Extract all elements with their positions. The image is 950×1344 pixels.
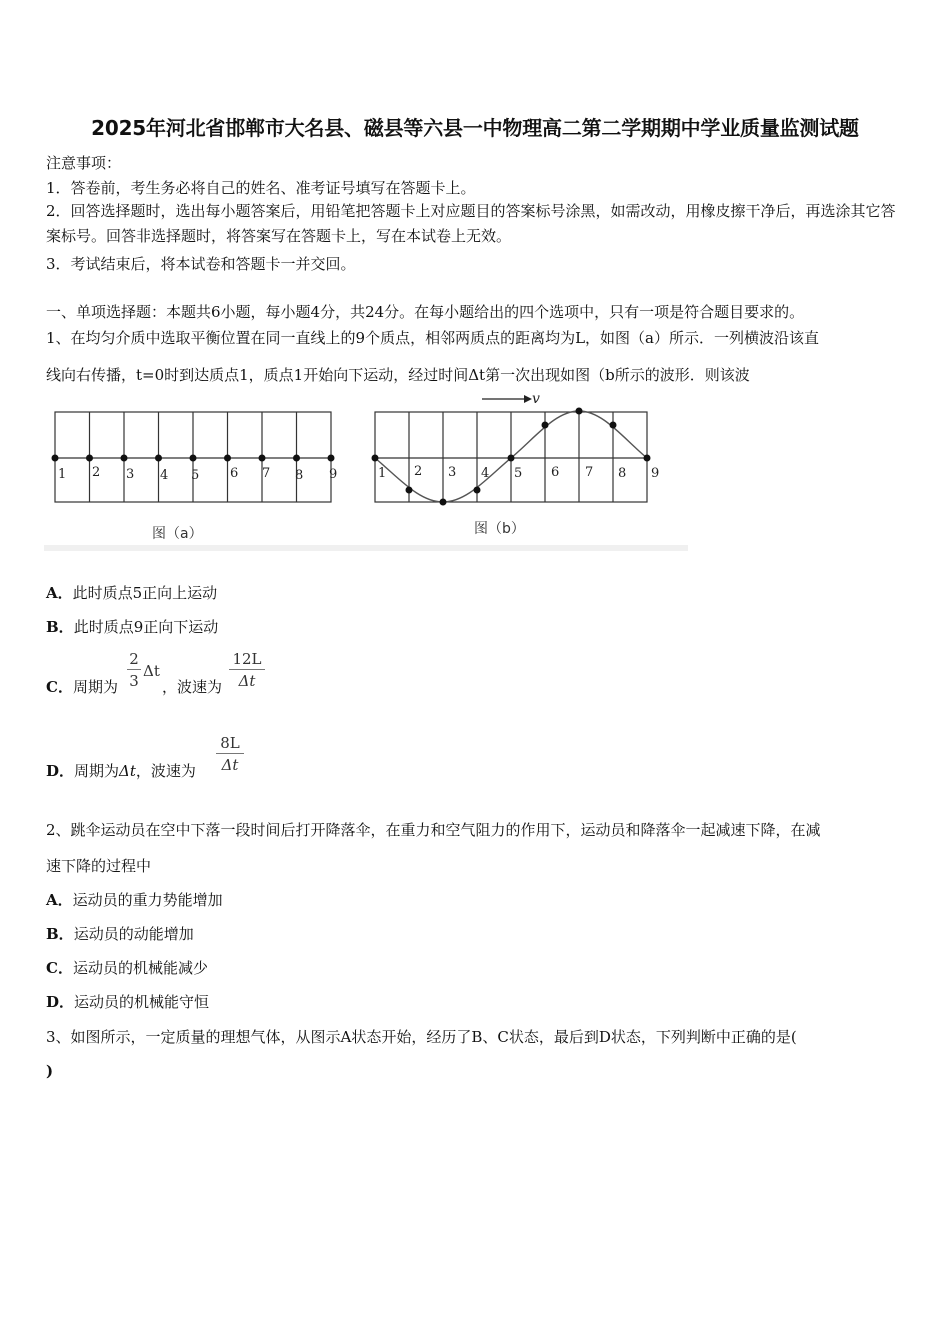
q1-option-b	[46, 616, 218, 637]
velocity-label: v	[532, 391, 540, 407]
particle-point	[508, 455, 515, 462]
q2-stem-line1: 2、跳伞运动员在空中下落一段时间后打开降落伞，在重力和空气阻力的作用下，运动员和降落伞一起减速下降，在减	[46, 821, 821, 839]
q1-option-a	[46, 582, 217, 603]
fraction-8L-over-dt	[216, 734, 244, 774]
fraction-12L-over-dt	[229, 650, 265, 690]
point-label-a: 8	[295, 468, 304, 483]
point-label-a: 2	[92, 465, 101, 480]
section-heading: 一、单项选择题：本题共6小题，每小题4分，共24分。在每小题给出的四个选项中，只有一项是符合题目要求的。	[46, 303, 805, 321]
point-label-b: 1	[378, 466, 387, 481]
caption-b: 图（b）	[474, 521, 525, 537]
fraction-numerator: 12L	[229, 650, 265, 670]
point-label-a: 5	[191, 468, 200, 483]
point-label-b: 3	[448, 465, 457, 480]
option-key: C．	[46, 959, 73, 977]
option-text: 周期为	[74, 762, 120, 780]
option-key: B．	[46, 925, 74, 943]
particle-point	[576, 408, 583, 415]
q1-stem-line1: 1、在均匀介质中选取平衡位置在同一直线上的9个质点，相邻两质点的距离均为L，如图（a）所示．一列横波沿该直	[46, 329, 819, 347]
option-key: D．	[46, 762, 75, 780]
notes-heading: 注意事项：	[46, 154, 122, 172]
option-text: 运动员的重力势能增加	[72, 891, 223, 909]
figure-a-labels	[58, 465, 337, 483]
point-label-a: 7	[262, 466, 271, 481]
point-label-b: 5	[514, 466, 523, 481]
velocity-arrow	[482, 395, 532, 403]
figure-bottom-strip	[44, 545, 688, 551]
fraction-denominator: 3	[129, 672, 139, 690]
period-value: Δt	[119, 762, 136, 780]
wave-figure-svg	[44, 390, 694, 550]
q1-option-c-mid: ，波速为	[162, 678, 223, 696]
option-key: A．	[46, 891, 73, 909]
point-label-b: 8	[618, 466, 627, 481]
point-label-a: 3	[126, 467, 135, 482]
q1-figure	[44, 390, 694, 554]
option-text: ，波速为	[135, 762, 196, 780]
point-label-b: 6	[551, 465, 560, 480]
point-label-b: 7	[585, 465, 594, 480]
q2-option-a	[46, 889, 223, 910]
particle-point	[644, 455, 651, 462]
q1-stem-line2: 线向右传播，t=0时到达质点1，质点1开始向下运动，经过时间Δt第一次出现如图（b所示的波形．则该波	[46, 366, 750, 384]
delta-t: Δt	[143, 662, 160, 680]
option-key: D．	[46, 993, 75, 1011]
q3-stem-line1: 3、如图所示，一定质量的理想气体，从图示A状态开始，经历了B、C状态，最后到D状态，下列判断中正确的是(	[46, 1028, 797, 1046]
option-key: C．	[46, 678, 73, 696]
particle-point	[259, 455, 266, 462]
point-label-a: 4	[160, 468, 169, 483]
particle-point	[86, 455, 93, 462]
q1-option-d	[46, 760, 196, 781]
particle-point	[121, 455, 128, 462]
particle-point	[372, 455, 379, 462]
point-label-a: 9	[329, 467, 338, 482]
point-label-a: 6	[230, 466, 239, 481]
q2-option-d	[46, 991, 209, 1012]
option-key: B．	[46, 618, 74, 636]
note-item-3: 3．考试结束后，将本试卷和答题卡一并交回。	[46, 255, 356, 273]
note-item-2: 2．回答选择题时，选出每小题答案后，用铅笔把答题卡上对应题目的答案标号涂黑，如需改动，用橡皮擦干净后，再选涂其它答案标号。回答非选择题时，将答案写在答题卡上，写在本试卷上无效。	[46, 202, 896, 245]
option-text: 运动员的动能增加	[73, 925, 194, 943]
q2-option-b	[46, 923, 194, 944]
caption-a: 图（a）	[152, 526, 203, 542]
option-key: A．	[46, 584, 73, 602]
particle-point	[293, 455, 300, 462]
fraction-numerator: 2	[127, 650, 141, 670]
fraction-denominator: Δt	[221, 756, 239, 774]
particle-point	[610, 422, 617, 429]
note-item-1: 1．答卷前，考生务必将自己的姓名、准考证号填写在答题卡上。	[46, 179, 476, 197]
particle-point	[190, 455, 197, 462]
particle-point	[440, 499, 447, 506]
page-title: 2025年河北省邯郸市大名县、磁县等六县一中物理高二第二学期期中学业质量监测试题	[91, 116, 859, 140]
option-text: 周期为	[72, 678, 118, 696]
particle-point	[52, 455, 59, 462]
option-text: 运动员的机械能减少	[72, 959, 208, 977]
point-label-b: 9	[651, 466, 660, 481]
q2-option-c	[46, 957, 208, 978]
fraction-denominator: Δt	[238, 672, 256, 690]
particle-point	[406, 487, 413, 494]
point-label-a: 1	[58, 467, 67, 482]
fraction-two-thirds	[127, 650, 141, 690]
point-label-b: 4	[481, 466, 490, 481]
arrow-head-icon	[524, 395, 532, 403]
q2-stem-line2: 速下降的过程中	[46, 857, 152, 875]
particle-point	[224, 455, 231, 462]
q3-stem-line2: )	[46, 1062, 54, 1080]
fraction-numerator: 8L	[216, 734, 244, 754]
option-text: 此时质点5正向上运动	[72, 584, 218, 602]
particle-point	[474, 487, 481, 494]
option-text: 运动员的机械能守恒	[74, 993, 210, 1011]
particle-point	[155, 455, 162, 462]
particle-point	[542, 422, 549, 429]
option-text: 此时质点9正向下运动	[73, 618, 219, 636]
q1-option-c	[46, 676, 118, 697]
particle-point	[328, 455, 335, 462]
figure-b-labels	[378, 464, 659, 481]
point-label-b: 2	[414, 464, 423, 479]
